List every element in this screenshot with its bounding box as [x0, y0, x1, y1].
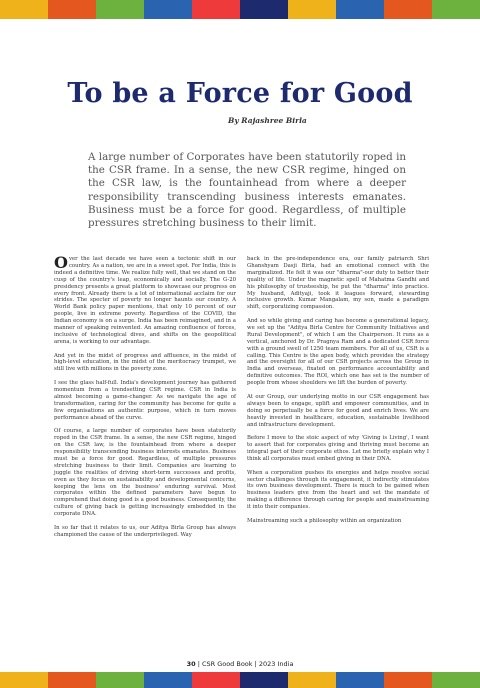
paragraph: At our Group, our underlying motto in our CSR engagement has always been to engage, uplift and empower communities, and in doing so perpetually be a force for good and enrich lives. We are heavily invested in healthcare, education, sustainable livelihood and infrastructure development.: [247, 393, 429, 428]
color-segment: [144, 0, 192, 19]
color-segment: [192, 672, 240, 688]
color-segment: [96, 0, 144, 19]
left-column: [54, 253, 236, 546]
paragraph: Mainstreaming such a philosophy within an organization: [247, 517, 402, 524]
color-segment: [0, 0, 48, 19]
drop-cap: O: [54, 253, 68, 272]
article-standfirst: A large number of Corporates have been statutorily roped in the CSR frame. In a sense, the new CSR regime, hinged on the CSR law, is the fountainhead from where a deeper responsibility transcending business interests emanates. Business must be a force for good. Regardless, of multiple pressures stretching business to their limit.: [88, 151, 406, 230]
color-segment: [432, 672, 480, 688]
color-segment: [288, 0, 336, 19]
paragraph: [54, 253, 236, 346]
color-segment: [240, 0, 288, 19]
color-segment: [240, 672, 288, 688]
right-column: [247, 256, 429, 532]
article-title: To be a Force for Good: [67, 78, 413, 109]
paragraph: I see the glass half-full. India's development journey has gathered momentum from a trendsetting CSR regime. CSR in India is almost becoming a game-changer. As we navigate the age of transformation, caring for the community has become for quite a few organisations an authentic purpose, which in turn moves performance ahead of the curve.: [54, 380, 236, 421]
bottom-color-bar: [0, 672, 480, 688]
paragraph: Before I move to the stoic aspect of why 'Giving is Living', I want to assert that for corporates giving and thriving must become an integral part of their corporate ethos. Let me briefly explain why I think all corporates must embed giving in their DNA.: [247, 435, 429, 462]
color-segment: [384, 672, 432, 688]
paragraph: In so far that it relates to us, our Aditya Birla Group has always championed the cause of the underprivileged. Way: [54, 524, 236, 538]
color-segment: [96, 672, 144, 688]
color-segment: [0, 672, 48, 688]
publication-name: | CSR Good Book | 2023 India: [197, 660, 294, 668]
color-segment: [432, 0, 480, 19]
paragraph-text: ver the last decade we have seen a tectonic shift in our country. As a nation, we are in a sweet spot. For India, this is indeed a definitive time. We realize fully well, that we stand on the cusp of the country's leap, economically and socially. The G-20 presidency presents a great platform to showcase our progress on every front. Already there is a lot of international acclaim for our strides. The specter of poverty no longer haunts our country. A World Bank policy paper mentions, that only 10 percent of our people, live in extreme poverty. Regardless of the COVID, the Indian economy is on a surge. India has been reimagined, and in a manner of speaking reinvented. An amazing confluence of forces, inclusive of technological dives, and shifts on the geopolitical arena, is working to our advantage.: [54, 256, 236, 345]
page-number: 30: [186, 660, 196, 668]
paragraph: And yet in the midst of progress and affluence, in the midst of high-level education, in the midst of the meritocracy trumpet, we still live with millions in the poverty zone.: [54, 352, 236, 373]
top-color-bar: [0, 0, 480, 19]
color-segment: [336, 672, 384, 688]
color-segment: [288, 672, 336, 688]
paragraph: Of course, a large number of corporates have been statutorily roped in the CSR frame. In a sense, the new CSR regime, hinged on the CSR law, is the fountainhead from where a deeper responsibility transcending business interests emanates. Business must be a force for good. Regardless, of multiple pressures stretching business to their limit. Companies are learning to juggle the realities of driving short-term successes and profits, even as they focus on sustainability and developmental concerns, keeping the lens on the business' enduring survival. Most corporates within the defined parameters have begun to comprehend that doing good is a good business. Consequently, the culture of giving back is getting increasingly embedded in the corporate DNA.: [54, 428, 236, 518]
color-segment: [144, 672, 192, 688]
color-segment: [384, 0, 432, 19]
paragraph: And so while giving and caring has become a generational legacy, we set up the "Aditya Birla Centre for Community Initiatives and Rural Development", of which I am the Chairperson. It runs as a vertical, anchored by Dr. Pragnya Ram and a dedicated CSR force with a ground swell of 1250 team members. For all of us, CSR is a calling. This Centre is the apex body, which provides the strategy and the oversight for all of our CSR projects across the Group in India and overseas, fixated on performance accountability and definitive outcomes. The ROI, which one has set is the number of people from whose shoulders we lift the burden of poverty.: [247, 318, 429, 387]
color-segment: [192, 0, 240, 19]
page-footer: [0, 660, 480, 668]
paragraph: back in the pre-independence era, our family patriarch Shri Ghanshyam Dasji Birla, had an emotional connect with the marginalized. He felt it was our "dharma"-our duty to better their quality of life. Under the magnetic spell of Mahatma Gandhi and his philosophy of trusteeship, he put the "dharma" into practice. My husband, Adityaji, took it leagues forward, stewarding inclusive growth. Kumar Mangalam, my son, made a paradigm shift, corporatizing compassion.: [247, 256, 429, 311]
color-segment: [48, 0, 96, 19]
color-segment: [48, 672, 96, 688]
paragraph: When a corporation pushes its energies and helps resolve social sector challenges through its engagement, it indirectly stimulates its own business development. There is much to be gained when business leaders give from the heart and set the mandate of making a difference through caring for people and mainstreaming it into their companies.: [247, 469, 429, 511]
article-byline: By Rajashree Birla: [228, 116, 307, 125]
color-segment: [336, 0, 384, 19]
